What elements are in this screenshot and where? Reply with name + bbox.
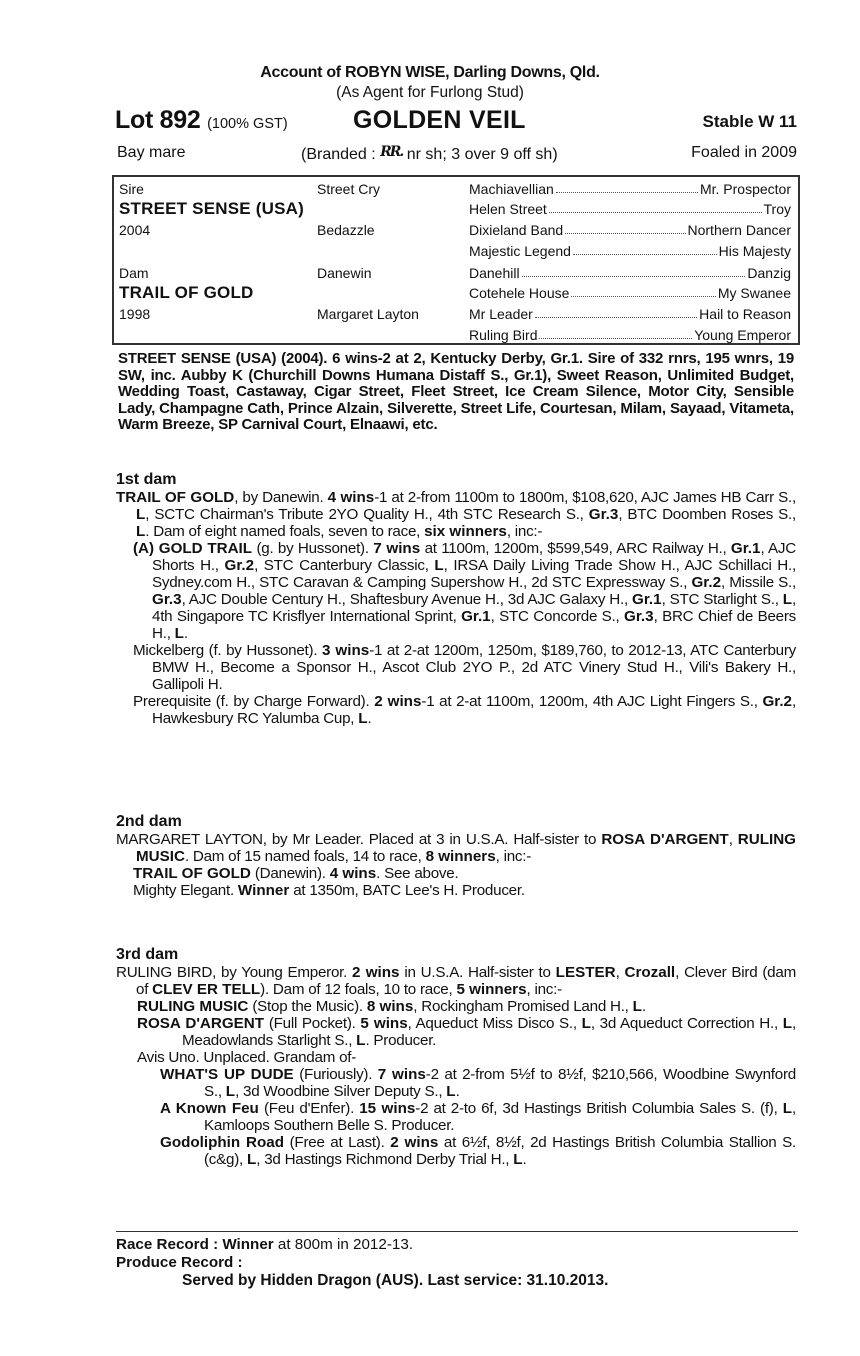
pedigree-great-great-grandparent: Hail to Reason — [699, 306, 791, 322]
text: at 6½f, 8½f, 2d Hastings British Columbia Stallion S. (c&g), — [204, 1134, 796, 1168]
bold-text: LESTER — [555, 964, 616, 981]
bold-text: TRAIL OF GOLD — [133, 865, 251, 882]
pedigree-parent: 2004 — [119, 222, 151, 238]
pedigree-ancestor-pair — [469, 201, 791, 217]
progeny-entry — [116, 865, 796, 882]
bold-text: Gr.2 — [691, 574, 722, 591]
produce-record-label: Produce Record : — [116, 1254, 243, 1271]
bold-text: 7 wins — [377, 1066, 426, 1083]
brand-suffix: nr sh; 3 over 9 off sh) — [402, 146, 558, 163]
text: , inc:- — [526, 981, 562, 998]
text: ). Dam of 12 foals, 10 to race, — [260, 981, 457, 998]
dot-leader — [565, 222, 685, 234]
bold-text: 15 wins — [359, 1100, 416, 1117]
text: -1 at 2-from 1100m to 1800m, $108,620, AJC James HB Carr S., — [374, 489, 796, 506]
dot-leader — [571, 285, 715, 297]
text: (g. by Hussonet). — [252, 540, 374, 557]
progeny-entry — [116, 998, 796, 1015]
vendor-agent: (As Agent for Furlong Stud) — [336, 84, 524, 101]
pedigree-great-great-grandparent: Danzig — [747, 265, 791, 281]
bold-text: L — [136, 523, 146, 540]
text: (Danewin). — [250, 865, 330, 882]
text: Prerequisite (f. by Charge Forward). — [133, 693, 375, 710]
text: -1 at 2-at 1100m, 1200m, 4th AJC Light Fingers S., — [421, 693, 763, 710]
text: (Stop the Music). — [248, 998, 367, 1015]
text: . — [641, 998, 646, 1015]
pedigree-ancestor-pair — [469, 265, 791, 281]
bold-text: L — [246, 1151, 257, 1168]
bold-text: RULING MUSIC — [136, 831, 796, 865]
text: , 3d Aqueduct Correction H., — [590, 1015, 783, 1032]
stable-number: Stable W 11 — [702, 112, 797, 131]
progeny-entry — [116, 1134, 796, 1168]
pedigree-row — [114, 327, 798, 345]
lot-line — [115, 106, 797, 136]
pedigree-parent: TRAIL OF GOLD — [119, 283, 254, 302]
pedigree-great-grandparent: Machiavellian — [469, 181, 554, 197]
text: , 3d Woodbine Silver Deputy S., — [235, 1083, 447, 1100]
progeny-entry — [116, 882, 796, 899]
pedigree-great-grandparent: Cotehele House — [469, 285, 570, 301]
pedigree-great-grandparent: Majestic Legend — [469, 243, 571, 259]
bold-text: RULING MUSIC — [137, 998, 249, 1015]
bold-text: L — [356, 1032, 366, 1049]
bold-text: 4 wins — [329, 865, 377, 882]
progeny-entry — [116, 831, 796, 865]
pedigree-great-great-grandparent: My Swanee — [717, 285, 791, 301]
bold-text: (A) GOLD TRAIL — [133, 540, 253, 557]
text: . Dam of 15 named foals, 14 to race, — [184, 848, 426, 865]
bold-text: 2 wins — [374, 693, 422, 710]
text: -2 at 2-to 6f, 3d Hastings British Columbia Sales S. (f), — [415, 1100, 783, 1117]
text: Mighty Elegant. — [133, 882, 238, 899]
pedigree-great-great-grandparent: His Majesty — [718, 243, 791, 259]
bold-text: Godoliphin Road — [160, 1134, 284, 1151]
progeny-entry — [116, 489, 796, 540]
progeny-entry — [116, 642, 796, 693]
second-dam-section — [116, 812, 796, 899]
pedigree-great-great-grandparent: Northern Dancer — [687, 222, 791, 238]
dot-leader — [535, 306, 697, 318]
bold-text: L — [782, 1015, 793, 1032]
bold-text: TRAIL OF GOLD — [116, 489, 235, 506]
text: , SCTC Chairman's Tribute 2YO Quality H., 4th STC Research S., — [145, 506, 589, 523]
vendor-account: Account of ROBYN WISE, Darling Downs, Qld. — [260, 64, 600, 81]
bold-text: six winners — [424, 523, 507, 540]
text: . See above. — [376, 865, 459, 882]
text: , inc:- — [506, 523, 543, 540]
bold-text: ROSA D'ARGENT — [601, 831, 729, 848]
bold-text: 8 wins — [366, 998, 414, 1015]
bold-text: 4 wins — [327, 489, 375, 506]
bold-text: L — [581, 1015, 591, 1032]
bold-text: 2 wins — [352, 964, 400, 981]
bold-text: Gr.1 — [730, 540, 761, 557]
bold-text: L — [434, 557, 444, 574]
horse-sex: Bay mare — [117, 144, 186, 161]
brand-mark-icon: RR. — [380, 144, 403, 160]
pedigree-great-grandparent: Danehill — [469, 265, 520, 281]
section-heading: 3rd dam — [116, 946, 179, 963]
bold-text: A Known Feu — [160, 1100, 259, 1117]
bold-text: Gr.3 — [152, 591, 182, 608]
text: . Dam of eight named foals, seven to race, — [145, 523, 425, 540]
dot-leader — [539, 327, 692, 339]
bold-text: CLEV ER TELL — [152, 981, 261, 998]
bold-text: WHAT'S UP DUDE — [160, 1066, 294, 1083]
bold-text: ROSA D'ARGENT — [137, 1015, 265, 1032]
bold-text: 5 wins — [360, 1015, 408, 1032]
text: , Meadowlands Starlight S., — [182, 1015, 796, 1049]
pedigree-grandparent: Street Cry — [317, 181, 381, 197]
bold-text: Crozall — [624, 964, 676, 981]
text: (Full Pocket). — [264, 1015, 361, 1032]
bold-text: L — [782, 591, 793, 608]
bold-text: Gr.3 — [588, 506, 619, 523]
bold-text: 3 wins — [322, 642, 370, 659]
text: Avis Uno. Unplaced. Grandam of- — [137, 1049, 357, 1066]
text: , Kamloops Southern Belle S. Producer. — [204, 1100, 797, 1134]
pedigree-grandparent: Danewin — [317, 265, 372, 281]
section-heading: 1st dam — [116, 471, 177, 488]
bold-text: L — [513, 1151, 523, 1168]
dot-leader — [549, 201, 762, 213]
progeny-entry — [116, 964, 796, 998]
pedigree-great-grandparent: Ruling Bird — [469, 327, 538, 343]
divider — [116, 1231, 798, 1232]
text: , inc:- — [495, 848, 532, 865]
progeny-entry — [116, 1100, 796, 1134]
race-record-text: at 800m in 2012-13. — [273, 1236, 414, 1253]
pedigree-great-grandparent: Helen Street — [469, 201, 547, 217]
pedigree-great-grandparent: Dixieland Band — [469, 222, 564, 238]
dot-leader — [556, 181, 698, 193]
bold-text: L — [358, 710, 368, 727]
section-heading: 2nd dam — [116, 813, 182, 830]
text: , Hawkesbury RC Yalumba Cup, — [152, 693, 796, 727]
text: . Producer. — [365, 1032, 437, 1049]
text: MARGARET LAYTON, by Mr Leader. Placed at 3 in U.S.A. Half-sister to — [116, 831, 602, 848]
text: -1 at 2-at 1200m, 1250m, $189,760, to 2012-13, ATC Canterbury BMW H., Become a Sponsor H., Ascot Club 2YO P., 2d ATC Vinery Stud H., Vili's Bakery H., Gallipoli H. — [152, 642, 796, 693]
text: , — [728, 831, 738, 848]
text: at 1350m, BATC Lee's H. Producer. — [289, 882, 525, 899]
text: , AJC Double Century H., Shaftesbury Avenue H., 3d AJC Galaxy H., — [181, 591, 632, 608]
text: . — [455, 1083, 460, 1100]
pedigree-row — [114, 285, 798, 303]
bold-text: L — [782, 1100, 793, 1117]
bold-text: Gr.1 — [632, 591, 662, 608]
bold-text: 2 wins — [390, 1134, 439, 1151]
brand-info — [301, 144, 558, 164]
pedigree-ancestor-pair — [469, 222, 791, 238]
pedigree-row — [114, 306, 798, 324]
horse-name: GOLDEN VEIL — [353, 106, 526, 134]
brand-prefix: (Branded : — [301, 146, 381, 163]
progeny-entry — [116, 1066, 796, 1100]
text: in U.S.A. Half-sister to — [399, 964, 556, 981]
pedigree-row — [114, 265, 798, 283]
text: , IRSA Daily Living Trade Show H., AJC Schillaci H., Sydney.com H., STC Caravan & Camping Supershow H., 2d STC Expressway S., — [152, 557, 796, 591]
bold-text: Gr.2 — [224, 557, 255, 574]
progeny-entry — [116, 1015, 796, 1049]
text: RULING BIRD, by Young Emperor. — [116, 964, 353, 981]
bold-text: 5 winners — [456, 981, 527, 998]
pedigree-parent: Sire — [119, 181, 144, 197]
pedigree-grandparent: Bedazzle — [317, 222, 375, 238]
text: (Feu d'Enfer). — [258, 1100, 360, 1117]
text: , Clever Bird (dam of — [136, 964, 796, 998]
dot-leader — [522, 265, 746, 277]
sire-summary: STREET SENSE (USA) (2004). 6 wins-2 at 2, Kentucky Derby, Gr.1. Sire of 332 rnrs, 195 wnrs, 19 SW, inc. Aubby K (Churchill Downs Humana Distaff S., Gr.1), Sweet Reason, Unlimited Budget, Wedding Toast, Castaway, Cigar Street, Fleet Street, Ice Cream Silence, Motor City, Sensible Lady, Champagne Cath, Prince Alzain, Silverette, Street Life, Courtesan, Milam, Sayaad, Vitameta, Warm Breeze, SP Carnival Court, Elnaawi, etc. — [118, 350, 794, 433]
pedigree-parent: 1998 — [119, 306, 151, 322]
pedigree-ancestor-pair — [469, 306, 791, 322]
text: , Aqueduct Miss Disco S., — [407, 1015, 582, 1032]
text: , STC Concorde S., — [490, 608, 625, 625]
text: . — [522, 1151, 527, 1168]
bold-text: L — [446, 1083, 456, 1100]
pedigree-grandparent: Margaret Layton — [317, 306, 419, 322]
text: . — [367, 710, 372, 727]
text: (Free at Last). — [283, 1134, 391, 1151]
text: , BTC Doomben Roses S., — [618, 506, 796, 523]
pedigree-great-grandparent: Mr Leader — [469, 306, 533, 322]
bold-text: L — [136, 506, 146, 523]
pedigree-ancestor-pair — [469, 181, 791, 197]
lot-number — [115, 106, 288, 135]
text: , BRC Chief de Beers H., — [152, 608, 796, 642]
text: , STC Starlight S., — [661, 591, 783, 608]
bold-text: L — [632, 998, 642, 1015]
pedigree-row — [114, 181, 798, 199]
text: , 4th Singapore TC Krisflyer International Sprint, — [152, 591, 796, 625]
bold-text: Gr.1 — [461, 608, 491, 625]
race-record — [116, 1236, 798, 1254]
pedigree-great-great-grandparent: Mr. Prospector — [699, 181, 791, 197]
third-dam-section — [116, 945, 796, 1168]
first-dam-section — [116, 470, 796, 727]
pedigree-row — [114, 201, 798, 219]
gst-note: (100% GST) — [207, 116, 288, 132]
pedigree-parent: Dam — [119, 265, 149, 281]
dot-leader — [573, 243, 717, 255]
bold-text: 8 winners — [425, 848, 496, 865]
bold-text: L — [225, 1083, 236, 1100]
service-note: Served by Hidden Dragon (AUS). Last service: 31.10.2013. — [182, 1272, 609, 1289]
bold-text: 7 wins — [373, 540, 421, 557]
pedigree-ancestor-pair — [469, 285, 791, 301]
text: , by Danewin. — [234, 489, 328, 506]
text: , — [615, 964, 625, 981]
bold-text: L — [174, 625, 184, 642]
race-record-label: Race Record : Winner — [116, 1236, 274, 1253]
pedigree-table — [112, 175, 800, 345]
text: , Rockingham Promised Land H., — [413, 998, 633, 1015]
text: , Missile S., — [721, 574, 796, 591]
pedigree-row — [114, 222, 798, 240]
progeny-entry — [116, 1049, 796, 1066]
text: , STC Canterbury Classic, — [254, 557, 435, 574]
lot-label: Lot 892 — [115, 106, 201, 134]
progeny-entry — [116, 540, 796, 642]
bold-text: Gr.3 — [624, 608, 654, 625]
pedigree-great-great-grandparent: Young Emperor — [694, 327, 791, 343]
text: , 3d Hastings Richmond Derby Trial H., — [256, 1151, 514, 1168]
pedigree-parent: STREET SENSE (USA) — [119, 199, 304, 218]
text: Mickelberg (f. by Hussonet). — [133, 642, 323, 659]
pedigree-great-great-grandparent: Troy — [763, 201, 791, 217]
pedigree-row — [114, 243, 798, 261]
records-footer — [116, 1236, 798, 1290]
bold-text: Gr.2 — [762, 693, 792, 710]
text: . — [183, 625, 188, 642]
progeny-entry — [116, 693, 796, 727]
foaled-year: Foaled in 2009 — [691, 144, 797, 161]
text: , AJC Shorts H., — [152, 540, 796, 574]
text: at 1100m, 1200m, $599,549, ARC Railway H., — [420, 540, 731, 557]
pedigree-ancestor-pair — [469, 243, 791, 259]
text: (Furiously). — [293, 1066, 378, 1083]
pedigree-ancestor-pair — [469, 327, 791, 343]
bold-text: Winner — [237, 882, 290, 899]
text: -2 at 2-from 5½f to 8½f, $210,566, Woodbine Swynford S., — [204, 1066, 796, 1100]
